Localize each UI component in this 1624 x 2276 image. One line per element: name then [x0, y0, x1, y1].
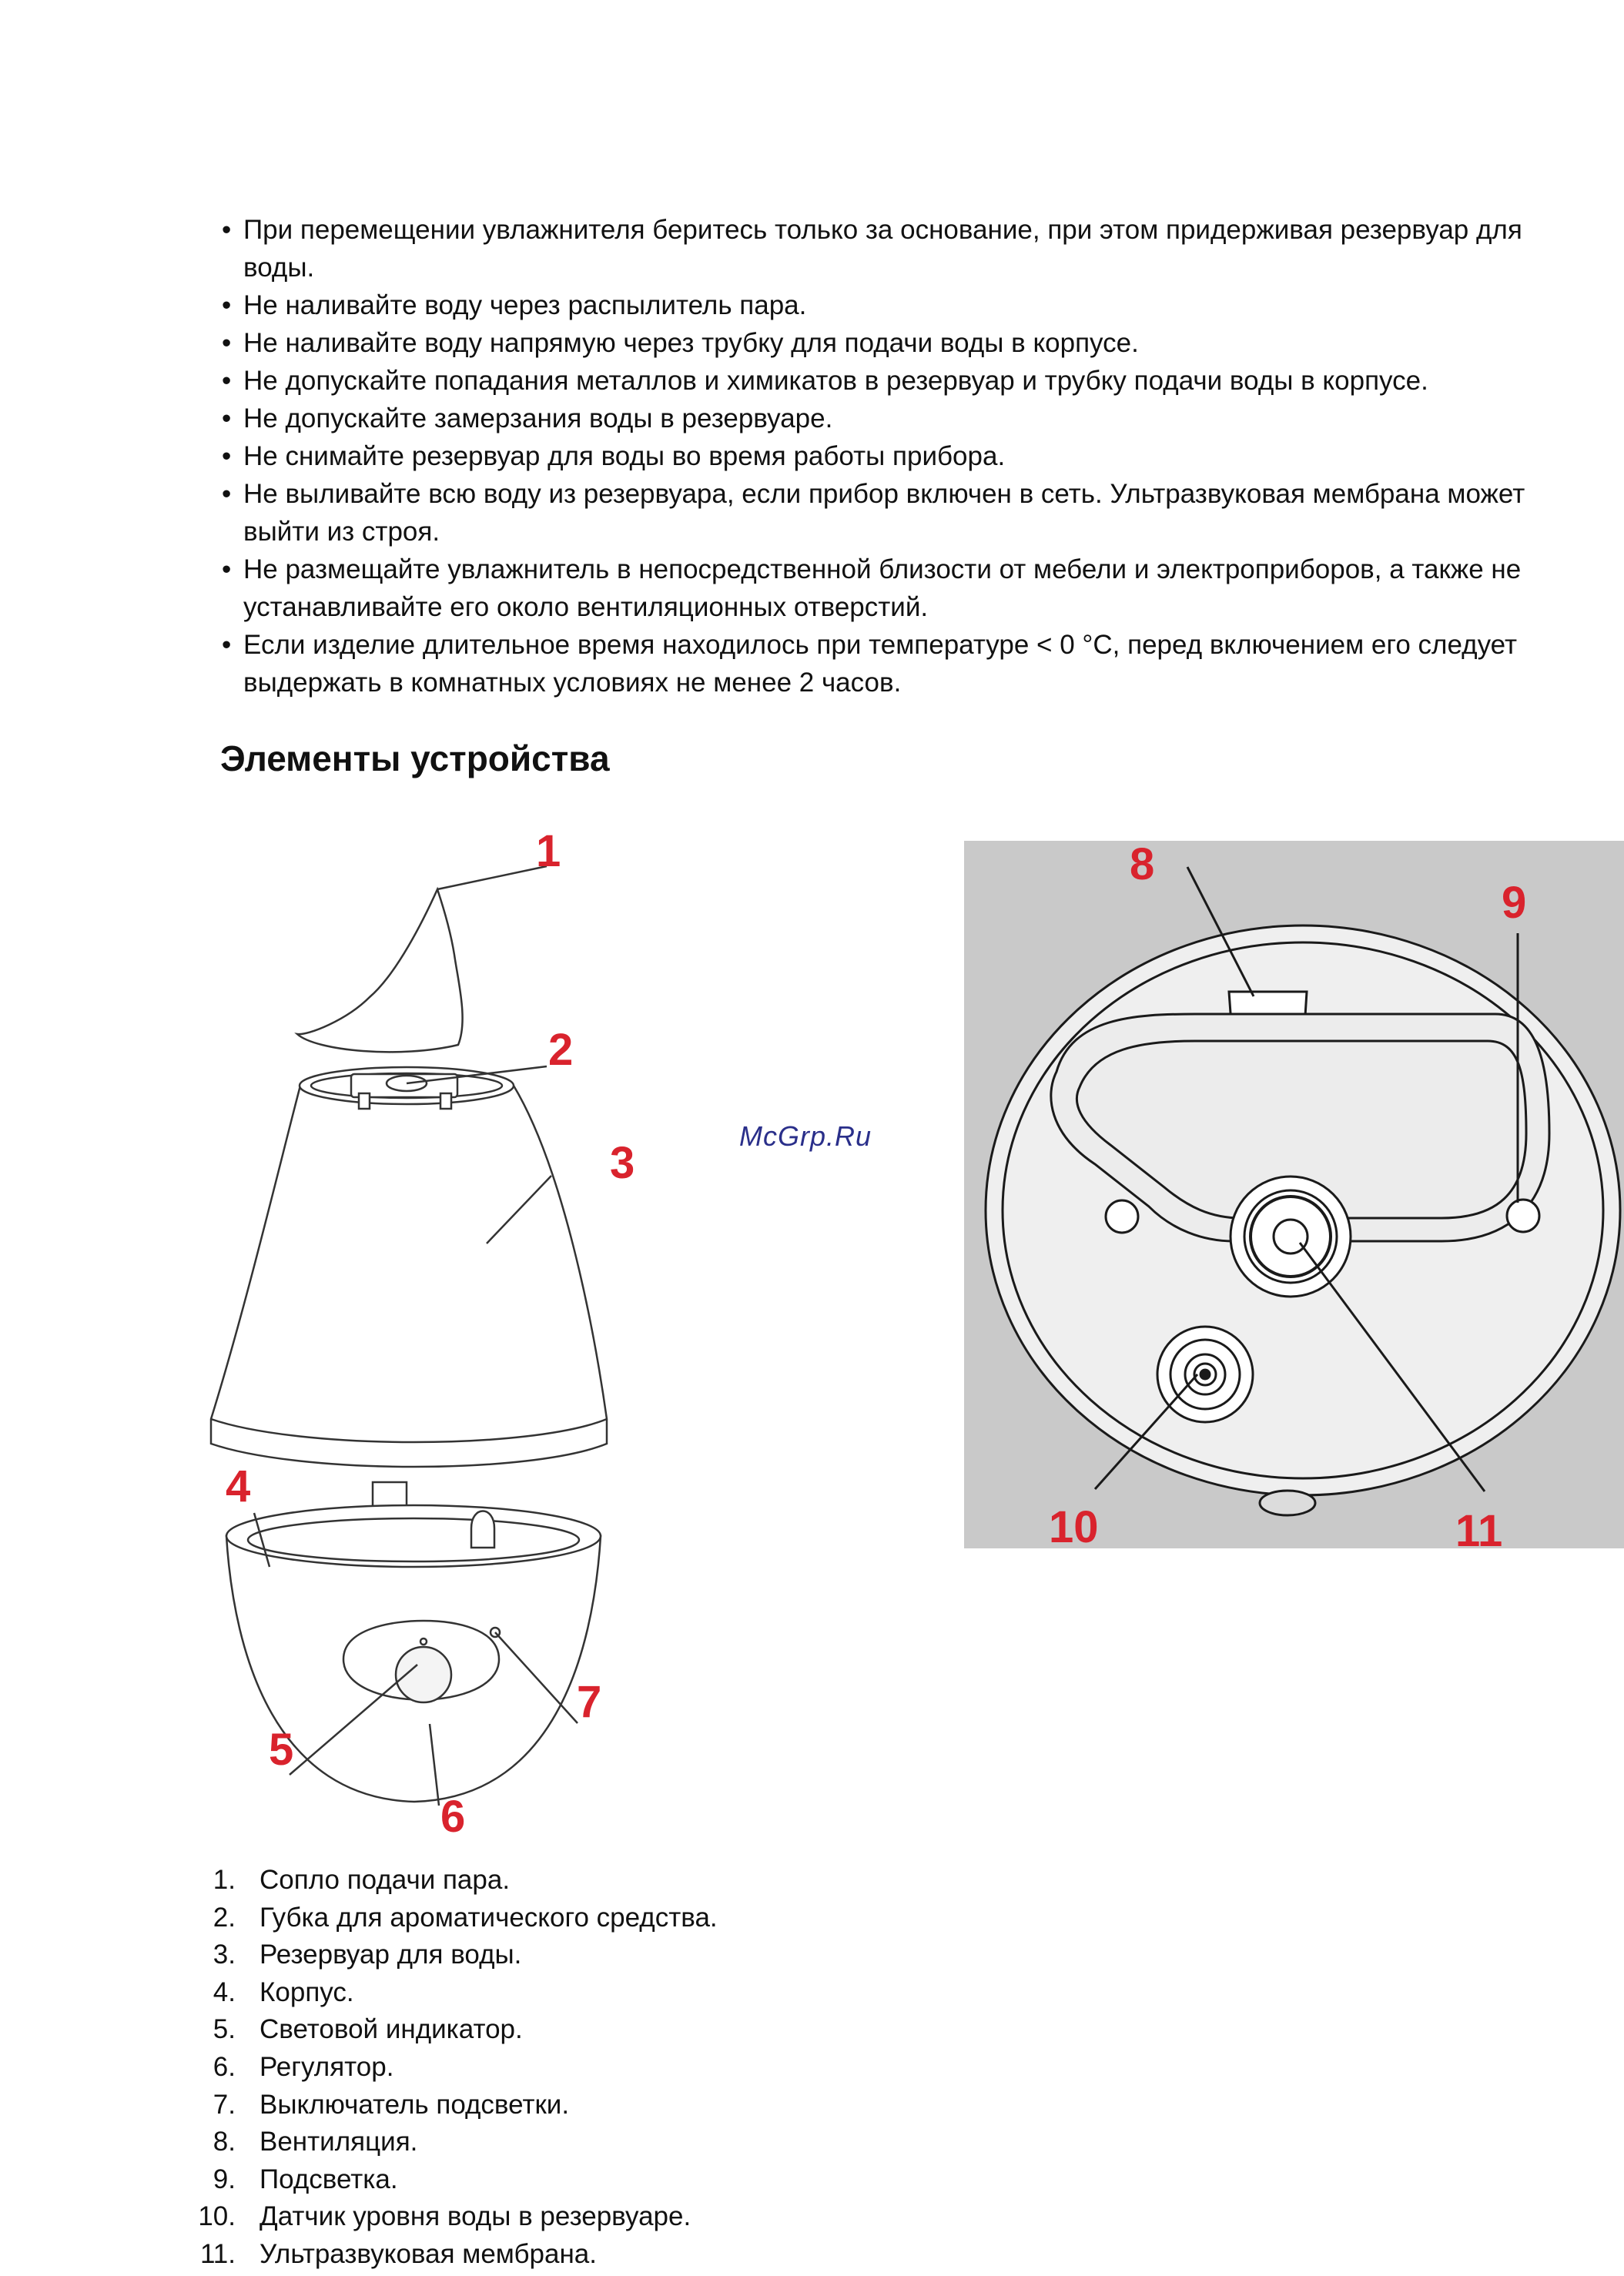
callout-2: 2: [548, 1025, 574, 1075]
callout-10: 10: [1049, 1502, 1099, 1548]
callout-9: 9: [1502, 878, 1527, 928]
indicator-led-drawing: [420, 1638, 427, 1645]
parts-list: [185, 1862, 718, 2274]
list-item: 6. Регулятор.: [213, 2051, 394, 2082]
watermark: McGrp.Ru: [739, 1120, 872, 1152]
warning-item: • При перемещении увлажнителя беритесь только за основание, при этом придерживая резервуар для воды.: [220, 211, 1591, 286]
callout-7: 7: [577, 1677, 602, 1727]
base-housing-rim: [226, 1505, 601, 1567]
backlight-lens: [1507, 1200, 1539, 1232]
callout-4: 4: [226, 1461, 251, 1511]
warning-item: • Не наливайте воду через распылитель пара.: [220, 286, 1591, 324]
list-item: 7. Выключатель подсветки.: [213, 2089, 570, 2120]
list-item: 11. Ультразвуковая мембрана.: [199, 2238, 597, 2269]
warning-item: • Если изделие длительное время находилось при температуре < 0 °C, перед включением его следует выдержать в комнатных условиях не менее 2 часов.: [220, 626, 1591, 701]
warning-item: • Не допускайте замерзания воды в резервуаре.: [220, 400, 1591, 437]
list-item: 10. Датчик уровня воды в резервуаре.: [198, 2201, 691, 2232]
humidifier-exploded-diagram: [193, 828, 670, 1859]
steam-nozzle-drawing: [256, 828, 296, 1064]
light-switch-hole: [1106, 1200, 1138, 1233]
callout-6: 6: [440, 1792, 466, 1842]
callout-8: 8: [1130, 841, 1155, 889]
warning-item: • Не выливайте всю воду из резервуара, если прибор включен в сеть. Ультразвуковая мембрана может выйти из строя.: [220, 475, 1591, 551]
base-bottom-view-photo: [964, 841, 1624, 1548]
water-tank-outline: [211, 1086, 607, 1467]
warning-item: • Не допускайте попадания металлов и химикатов в резервуар и трубку подачи воды в корпусе.: [220, 362, 1591, 400]
warnings-list: [220, 211, 1591, 701]
list-item: 3. Резервуар для воды.: [213, 1940, 522, 1970]
list-item: 8. Вентиляция.: [213, 2127, 418, 2157]
list-item: 2. Губка для ароматического средства.: [213, 1902, 718, 1933]
warning-item: • Не наливайте воду напрямую через трубку для подачи воды в корпусе.: [220, 324, 1591, 362]
ultrasonic-membrane: [1231, 1176, 1351, 1297]
callout-1: 1: [536, 828, 561, 876]
callout-5: 5: [269, 1725, 294, 1775]
steam-nozzle-outline: [297, 889, 463, 1052]
regulator-knob-drawing: [396, 1647, 451, 1702]
list-item: 4. Корпус.: [213, 1976, 354, 2007]
callout-11: 11: [1455, 1506, 1503, 1548]
list-item: 1. Сопло подачи пара.: [213, 1865, 511, 1895]
warning-item: • Не снимайте резервуар для воды во время работы прибора.: [220, 437, 1591, 475]
section-title: Элементы устройства: [220, 738, 610, 778]
warning-item: • Не размещайте увлажнитель в непосредственной близости от мебели и электроприборов, а также не устанавливайте его около вентиляционных отверстий.: [220, 551, 1591, 626]
list-item: 9. Подсветка.: [213, 2164, 398, 2194]
callout-3: 3: [610, 1138, 635, 1188]
list-item: 5. Световой индикатор.: [213, 2014, 523, 2045]
